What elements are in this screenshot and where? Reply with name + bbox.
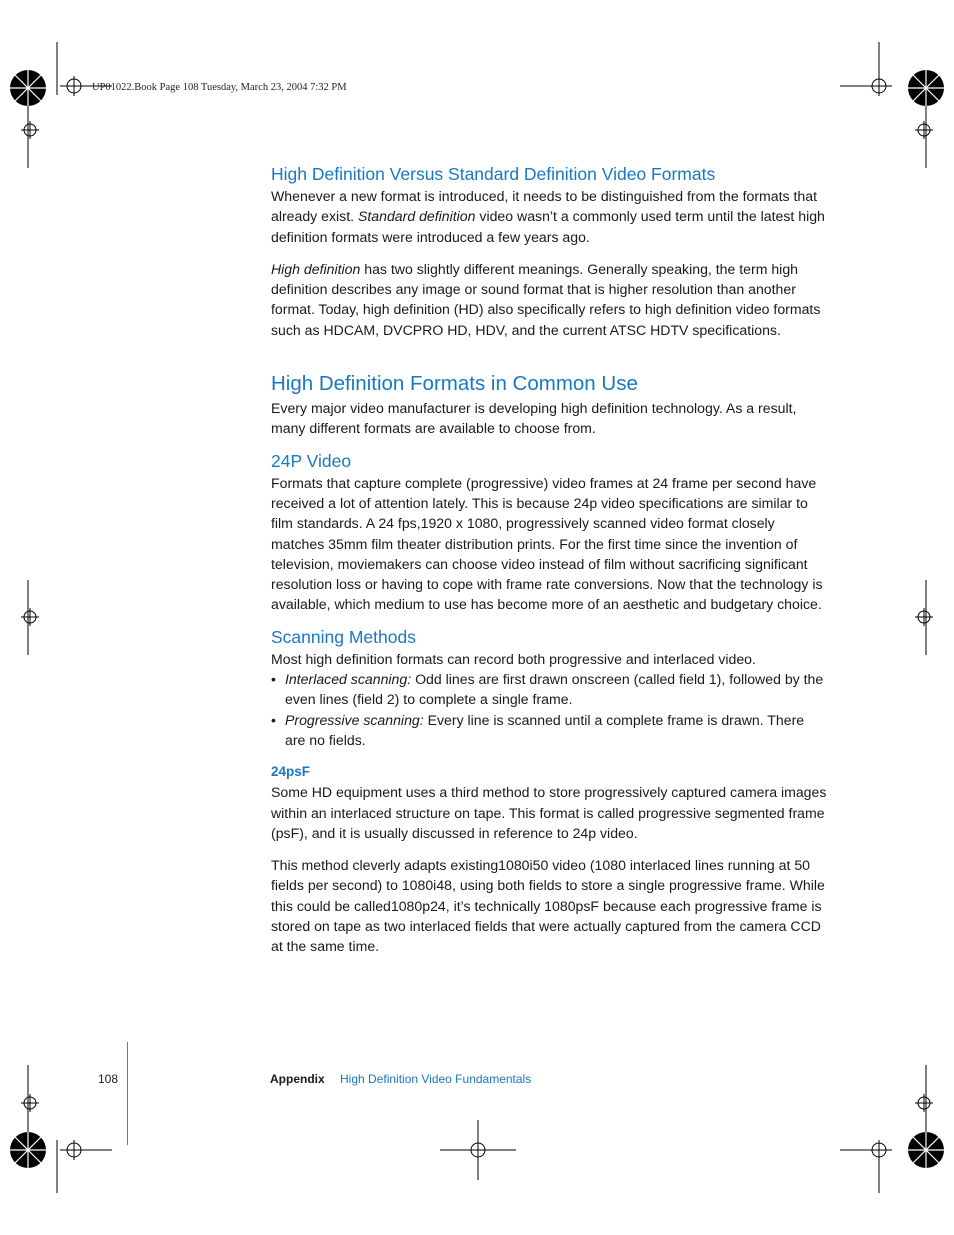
- section-heading-formats: High Definition Formats in Common Use: [271, 372, 638, 396]
- section-heading-scanning-methods: Scanning Methods: [271, 626, 416, 647]
- paragraph: Formats that capture complete (progressive) video frames at 24 frame per second have received a lot of attention lately. This is because 24p video specifications are similar to film standards. A 24 fps,1920 x 1080, progressively scanned video format closely matches 35mm film theater distribution prints. For the first time since the invention of television, moviemakers can choose video instead of film without sacrificing significant resolution loss or having to cope with frame rate conversions. Now that the technology is available, which medium to use has become more of an aesthetic and budgetary choice.: [271, 474, 823, 613]
- footer-divider: [127, 1042, 128, 1145]
- paragraph: Every major video manufacturer is developing high definition technology. As a result, many different formats are available to choose from.: [271, 400, 797, 437]
- bullet-list: [271, 669, 827, 750]
- section-heading-24psf: 24psF: [271, 764, 311, 780]
- paragraph: High definition has two slightly different meanings. Generally speaking, the term high definition describes any image or sound format that is higher resolution than another format. Today, high definition (HD) also specifically refers to high definition video formats such as HDCAM, DVCPRO HD, HDV, and the current ATSC HDTV specifications.: [271, 260, 821, 338]
- bullet-marker: •: [271, 711, 276, 728]
- section-heading-24p-video: 24P Video: [271, 450, 352, 471]
- bullet-marker: •: [271, 671, 276, 688]
- section-heading-hd-vs-sd: High Definition Versus Standard Definition Video Formats: [271, 164, 716, 184]
- footer-section-label: Appendix: [270, 1072, 325, 1086]
- page-content: [271, 162, 827, 957]
- paragraph: Most high definition formats can record both progressive and interlaced video.: [271, 650, 756, 667]
- paragraph: Some HD equipment uses a third method to store progressively captured camera images within an interlaced structure on tape. This format is called progressive segmented frame (psF), and it is usually discussed in reference to 24p video.: [271, 784, 827, 841]
- footer-chapter-title: High Definition Video Fundamentals: [340, 1072, 532, 1086]
- list-item: • Progressive scanning: Every line is scanned until a complete frame is drawn. There are no fields.: [271, 711, 805, 748]
- paragraph: Whenever a new format is introduced, it needs to be distinguished from the formats that already exist. Standard definition video wasn’t a commonly used term until the latest high definition formats were introduced a few years ago.: [271, 188, 825, 245]
- paragraph: This method cleverly adapts existing1080i50 video (1080 interlaced lines running at 50 fields per second) to 1080i48, using both fields to store a single progressive frame. While this could be called1080p24, it’s technically 1080psF because each progressive frame is stored on tape as two interlaced fields that were actually captured from the camera CCD at the same time.: [271, 857, 825, 955]
- list-item: • Interlaced scanning: Odd lines are first drawn onscreen (called field 1), followed by the even lines (field 2) to complete a single frame.: [271, 671, 824, 708]
- print-slug: UP01022.Book Page 108 Tuesday, March 23, 2004 7:32 PM: [92, 82, 347, 93]
- page-number: 108: [98, 1072, 119, 1086]
